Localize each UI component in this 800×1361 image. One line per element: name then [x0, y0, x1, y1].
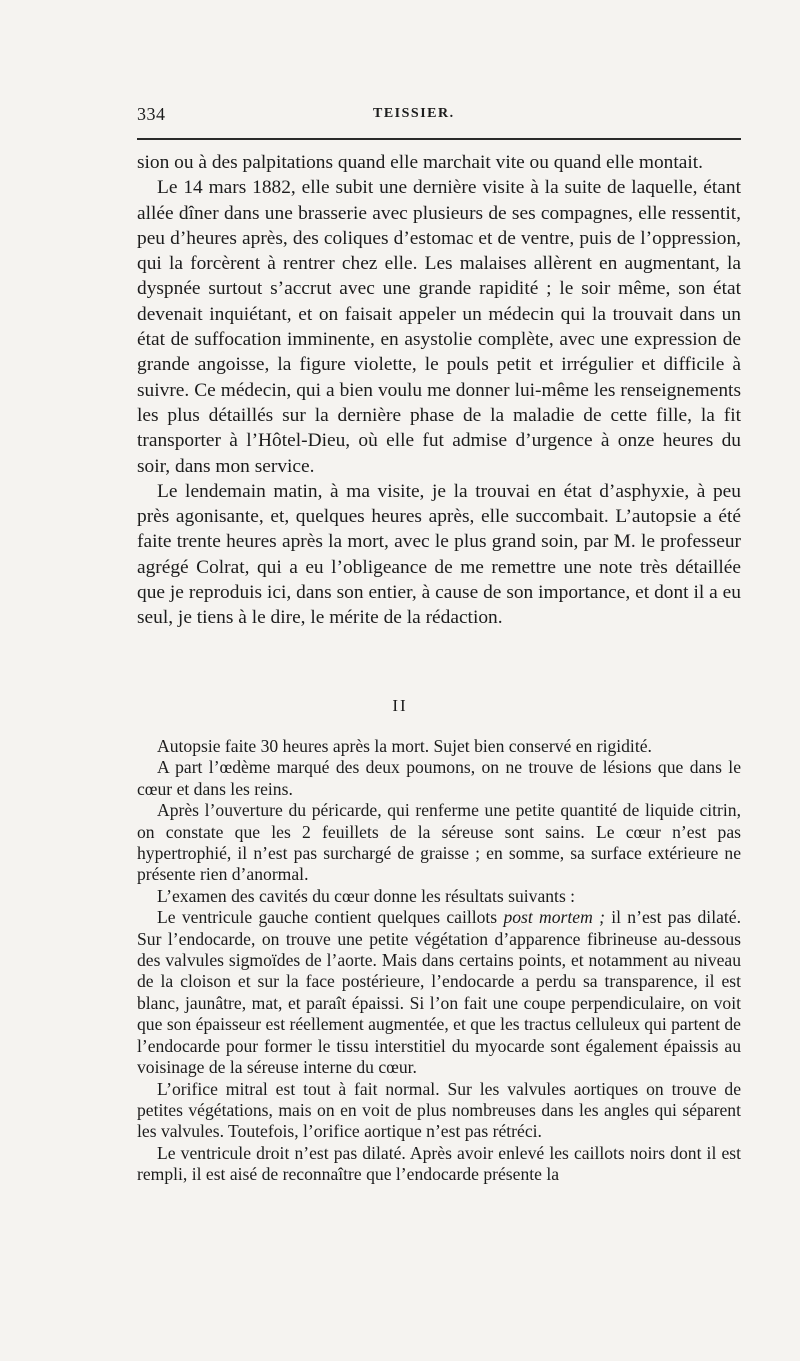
paragraph: sion ou à des palpitations quand elle marchait vite ou quand elle montait.	[137, 152, 703, 173]
paragraph: Le 14 mars 1882, elle subit une dernière visite à la suite de laquelle, étant allée dîner dans une brasserie avec plusieurs de ses compagnes, elle ressentit, peu d’heures après, des coliques d’estomac et de ventre, puis de l’oppression, qui la forcèrent à rentrer chez elle. Les malaises allèrent en augmentant, la dyspnée surtout s’accrut avec une grande rapidité ; le soir même, son état devenait inquiétant, et on faisait appeler un médecin qui la trouvait dans un état de suffocation imminente, en asystolie complète, avec une expression de grande angoisse, la figure violette, le pouls petit et irrégulier et difficile à suivre. Ce médecin, qui a bien voulu me donner lui-même les renseignements les plus détaillés sur la dernière phase de la maladie de cette fille, la fit transporter à l’Hôtel-Dieu, où elle fut admise d’urgence à onze heures du soir, dans mon service.	[137, 177, 741, 477]
paragraph: Autopsie faite 30 heures après la mort. Sujet bien conservé en rigidité.	[157, 736, 652, 756]
page-number: 334	[137, 104, 166, 124]
text-run: il n’est pas dilaté. Sur l’endocarde, on trouve une petite végétation d’apparence fibrineuse au-dessous des valvules sigmoïdes de l’aorte. Mais dans certains points, et notamment au niveau de la cloison et sur la face postérieure, l’endocarde a perdu sa transparence, il est blanc, jaunâtre, mat, et paraît épaissi. Si l’on fait une coupe perpendiculaire, on voit que son épaisseur est réellement augmentée, et que les tractus celluleux qui partent de l’endocarde pour former le tissu interstitiel du myocarde sont également épaissis au voisinage de la séreuse interne du cœur.	[137, 907, 741, 1078]
header-rule	[137, 138, 741, 140]
running-head: TEISSIER.	[373, 106, 455, 121]
paragraph: Le lendemain matin, à ma visite, je la trouvai en état d’asphyxie, à peu près agonisante, et, quelques heures après, elle succombait. L’autopsie a été faite trente heures après la mort, avec le plus grand soin, par M. le professeur agrégé Colrat, qui a eu l’obligeance de me remettre une note très détaillée que je reproduis ici, dans son entier, à cause de son importance, et dont il a eu seul, je tiens à le dire, le mérite de la rédaction.	[137, 480, 741, 629]
paragraph: A part l’œdème marqué des deux poumons, on ne trouve de lésions que dans le cœur et dans les reins.	[137, 757, 741, 799]
paragraph	[137, 907, 741, 1078]
main-text	[137, 150, 741, 631]
section-heading: II	[392, 696, 408, 715]
text-run: Le ventricule gauche contient quelques caillots	[157, 907, 504, 928]
paragraph: L’examen des cavités du cœur donne les résultats suivants :	[157, 885, 576, 906]
page-header	[137, 104, 741, 134]
italic-text: post mortem ;	[503, 907, 605, 928]
paragraph: Après l’ouverture du péricarde, qui renferme une petite quantité de liquide citrin, on constate que les 2 feuillets de la séreuse sont sains. Le cœur n’est pas hypertrophié, il n’est pas surchargé de graisse ; en somme, sa surface extérieure ne présente rien d’anormal.	[137, 800, 741, 885]
paragraph: L’orifice mitral est tout à fait normal. Sur les valvules aortiques on trouve de petites végétations, mais on en voit de plus nombreuses dans les angles qui séparent les valvules. Toutefois, l’orifice aortique n’est pas rétréci.	[137, 1078, 741, 1142]
paragraph: Le ventricule droit n’est pas dilaté. Après avoir enlevé les caillots noirs dont il est rempli, il est aisé de reconnaître que l’endocarde présente la	[137, 1142, 741, 1185]
autopsy-report	[137, 736, 741, 1186]
